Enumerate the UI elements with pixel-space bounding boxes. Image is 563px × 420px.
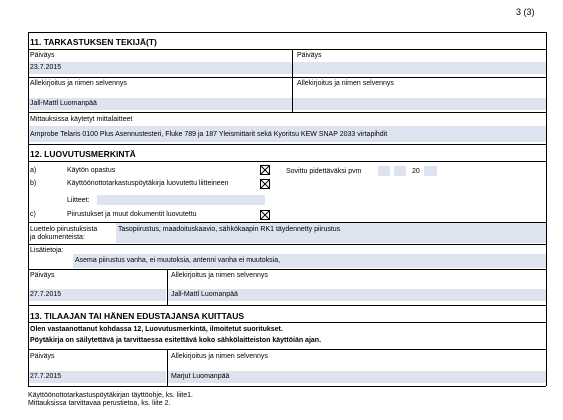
divider [28, 112, 546, 113]
extra-info-label: Lisätietoja: [30, 247, 64, 254]
date-value[interactable]: 27.7.2015 [30, 373, 62, 380]
divider [28, 386, 546, 387]
divider [28, 349, 546, 350]
instruments-value[interactable]: Amprobe Telaris 0100 Plus Asennustesteri, Fluke 789 ja 187 Yleismittarit sekä Kyoritsu KEW SNAP 2033 virtapihdit [30, 131, 388, 138]
item-label-operation-guidance: Käytön opastus [67, 167, 116, 174]
retention-statement: Pöytäkirja on säilytettävä ja tarvittaessa esitettävä koko sähkölaitteiston käyttöiän ajan. [30, 337, 322, 344]
divider [28, 144, 546, 145]
attachments-field[interactable] [97, 195, 265, 205]
signature-value[interactable]: Marjut Luomanpää [171, 373, 230, 380]
section12-title: 12. LUOVUTUSMERKINTÄ [30, 149, 136, 159]
checkmark-x-icon [261, 180, 269, 188]
table-left-border [28, 32, 29, 386]
column-divider [292, 77, 293, 112]
item-letter: c) [30, 211, 36, 218]
signature-label: Allekirjoitus ja nimen selvennys [30, 80, 127, 87]
item-label-drawings-delivered: Piirustukset ja muut dokumentit luovutettu [67, 211, 197, 218]
divider [28, 244, 546, 245]
signature-value[interactable]: Jall-Mattl Luomanpää [171, 291, 238, 298]
signature-label: Allekirjoitus ja nimen selvennys [171, 272, 268, 279]
agreed-year-field[interactable] [424, 166, 437, 176]
date-label: Päiväys [30, 52, 55, 59]
divider [28, 305, 546, 306]
receipt-statement: Olen vastaanottanut kohdassa 12, Luovutusmerkintä, ilmoitetut suoritukset. [30, 326, 283, 333]
item-label-inspection-report: Käyttöönottotarkastuspöytäkirja luovutettu liitteineen [67, 180, 229, 187]
footnote-instructions: Käyttöönottotarkastuspöytäkirjan täyttöohje, ks. liite1. [28, 392, 193, 399]
date-label: Päiväys [30, 272, 55, 279]
instruments-label: Mittauksissa käytetyt mittalaitteet [30, 116, 133, 123]
drawings-list-label: ja dokumenteista: [30, 234, 85, 241]
date-field-bg [28, 62, 292, 74]
checkbox-operation-guidance[interactable] [260, 165, 270, 175]
date-value[interactable]: 23.7.2015 [30, 64, 62, 71]
divider [28, 49, 546, 50]
divider [28, 161, 546, 162]
date-label: Päiväys [30, 353, 55, 360]
drawings-list-label: Luettelo piirustuksista [30, 226, 98, 233]
page-number: 3 (3) [516, 7, 535, 17]
checkmark-x-icon [261, 211, 269, 219]
table-right-border [546, 32, 547, 386]
signature-value[interactable]: Jall-Mattl Luomanpää [30, 100, 97, 107]
section11-top-border [28, 32, 546, 33]
footnote-measurement-info: Mittauksissa tarvittavaa perustietoa, ks. liite 2. [28, 400, 171, 407]
attachments-label: Liitteet: [67, 197, 90, 204]
divider [28, 269, 546, 270]
extra-info-value[interactable]: Asema piirustus vanha, ei muutoksia, antenni vanha ei muutoksia, [75, 257, 281, 264]
item-letter: a) [30, 167, 37, 174]
signature-label: Allekirjoitus ja nimen selvennys [171, 353, 268, 360]
section11-title: 11. TARKASTUKSEN TEKIJÄ(T) [30, 37, 157, 47]
section13-title: 13. TILAAJAN TAI HÄNEN EDUSTAJANSA KUITTAUS [30, 311, 245, 321]
item-letter: b) [30, 180, 37, 187]
checkbox-drawings-delivered[interactable] [260, 210, 270, 220]
agreed-month-field[interactable] [394, 166, 406, 176]
divider [28, 77, 546, 78]
signature-field-bg [293, 98, 546, 110]
drawings-list-value[interactable]: Tasopiirustus, maadoituskaavio, sähkökaapin RK1 täydennetty piirustus [118, 226, 341, 233]
date-field-bg [293, 62, 546, 74]
checkbox-inspection-report[interactable] [260, 179, 270, 189]
checkmark-x-icon [261, 166, 269, 174]
divider [28, 322, 546, 323]
agreed-year-label: 20 [412, 168, 420, 175]
signature-label: Allekirjoitus ja nimen selvennys [297, 80, 394, 87]
date-value[interactable]: 27.7.2015 [30, 291, 62, 298]
date-label: Päiväys [297, 52, 322, 59]
agreed-date-label: Sovittu pidettäväksi pvm [286, 168, 362, 175]
agreed-day-field[interactable] [378, 166, 390, 176]
